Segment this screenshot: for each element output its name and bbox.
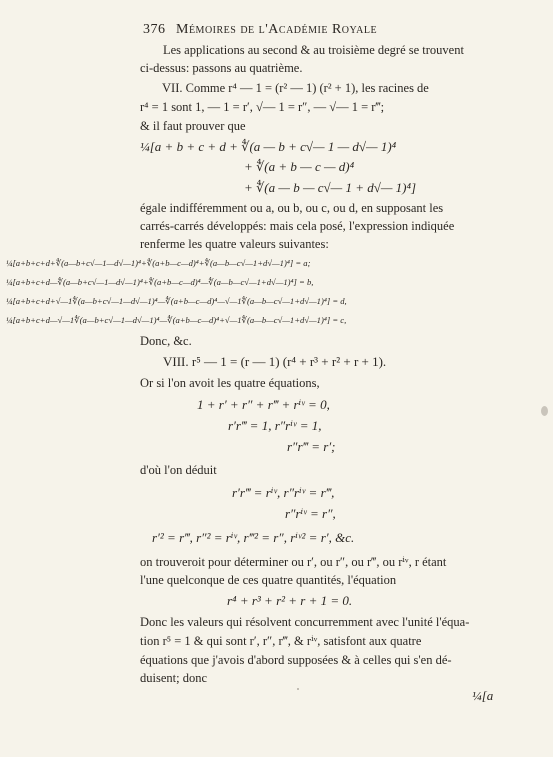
text-line: carrés-carrés développés: mais cela posé, l'expression indiquée: [140, 219, 455, 233]
text-line: Donc, &c.: [140, 334, 192, 348]
section-viii: VIII. r⁵ — 1 = (r — 1) (r⁴ + r³ + r² + r + 1).: [163, 354, 387, 369]
text-line: renferme les quatre valeurs suivantes:: [140, 237, 329, 251]
equation-line: r′r‴ = 1, r″rⁱᵛ = 1,: [228, 418, 322, 433]
equation-line: r″r‴ = r′;: [287, 439, 336, 454]
equation-line: 1 + r′ + r″ + r‴ + rⁱᵛ = 0,: [197, 397, 330, 412]
equation-line: + ∜(a — b — c√— 1 + d√— 1)⁴]: [244, 180, 417, 195]
equation-line: + ∜(a + b — c — d)⁴: [244, 159, 355, 174]
catchword: ¼[a: [472, 688, 494, 703]
equation-line: r⁴ + r³ + r² + r + 1 = 0.: [227, 593, 353, 608]
text-line: on trouveroit pour déterminer ou r′, ou r″, ou r‴, ou rⁱᵛ, r étant: [140, 555, 447, 569]
running-title: Mémoires de l'Académie Royale: [176, 22, 378, 37]
page-speck: [297, 688, 299, 690]
value-formula: ¼[a+b+c+d—√—1∜(a—b+c√—1—d√—1)⁴—∜(a+b—c—d)⁴+√—1∜(a—b—c√—1+d√—1)⁴] = c,: [6, 315, 347, 325]
text-line: égale indifféremment ou a, ou b, ou c, ou d, en supposant les: [140, 201, 444, 215]
text-line: Donc les valeurs qui résolvent concurremment avec l'unité l'équa-: [140, 615, 470, 629]
text-line: tion r⁵ = 1 & qui sont r′, r″, r‴, & rⁱᵛ, satisfont aux quatre: [140, 634, 422, 648]
equation-line: r′r‴ = rⁱᵛ, r″rⁱᵛ = r‴,: [232, 485, 335, 500]
page-number: 376: [143, 22, 166, 37]
page-blemish: [541, 406, 548, 416]
value-formula: ¼[a+b+c+d+∜(a—b+c√—1—d√—1)⁴+∜(a+b—c—d)⁴+∜(a—b—c√—1+d√—1)⁴] = a;: [6, 258, 311, 268]
section-vii: VII. Comme r⁴ — 1 = (r² — 1) (r² + 1), les racines de: [162, 81, 429, 95]
text-line: ci-dessus: passons au quatrième.: [140, 61, 303, 75]
text-line: d'où l'on déduit: [140, 463, 217, 477]
text-line: équations que j'avois d'abord supposées & à celles qui s'en dé-: [140, 653, 452, 667]
text-line: l'une quelconque de ces quatre quantités, l'équation: [140, 573, 397, 587]
equation-line: r″rⁱᵛ = r″,: [285, 506, 336, 521]
text-line: duisent; donc: [140, 671, 208, 685]
value-formula: ¼[a+b+c+d—∜(a—b+c√—1—d√—1)⁴+∜(a+b—c—d)⁴—∜(a—b—c√—1+d√—1)⁴] = b,: [6, 277, 314, 287]
equation-line: ¼[a + b + c + d + ∜(a — b + c√— 1 — d√— 1)⁴: [140, 139, 397, 154]
text-line: r⁴ = 1 sont 1, — 1 = r′, √— 1 = r″, — √— 1 = r‴;: [140, 100, 385, 114]
text-line: Or si l'on avoit les quatre équations,: [140, 376, 320, 390]
value-formula: ¼[a+b+c+d+√—1∜(a—b+c√—1—d√—1)⁴—∜(a+b—c—d)⁴—√—1∜(a—b—c√—1+d√—1)⁴] = d,: [6, 296, 347, 306]
equation-line: r′² = r‴, r″² = rⁱᵛ, r‴² = r″, rⁱᵛ² = r′, &c.: [152, 530, 355, 545]
text-line: & il faut prouver que: [140, 119, 246, 133]
text-line: Les applications au second & au troisième degré se trouvent: [163, 43, 464, 57]
